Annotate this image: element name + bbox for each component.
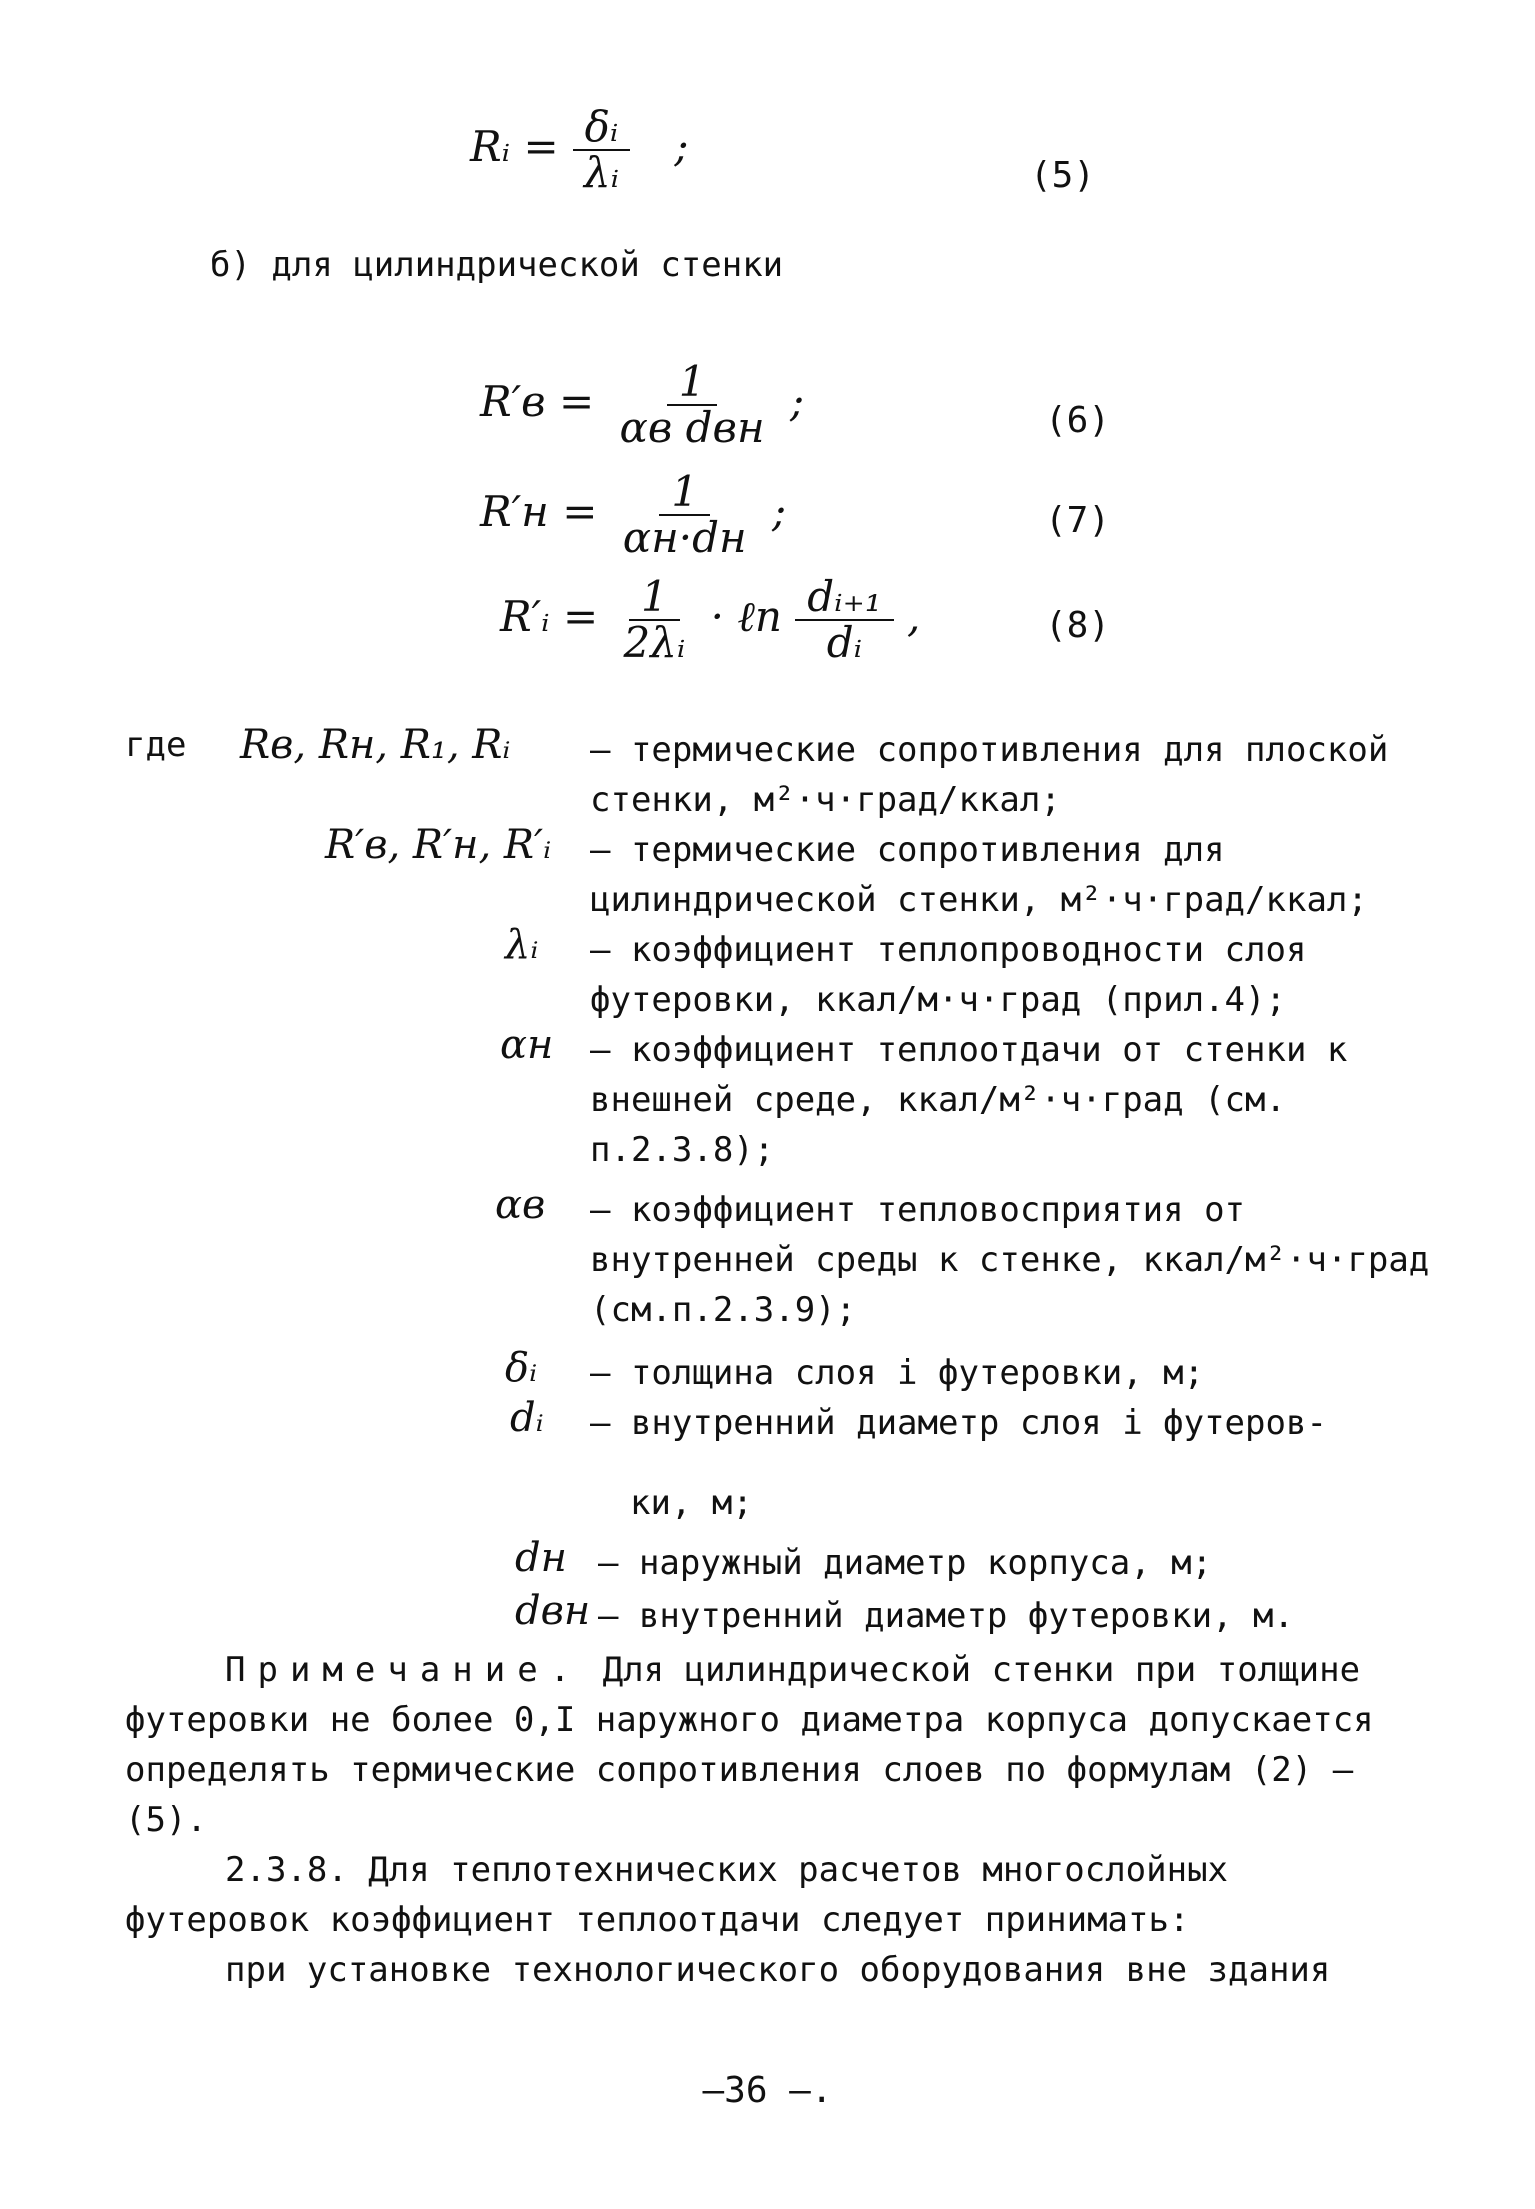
page-number: –36 –. [702,2070,833,2111]
formula-7-fraction [611,467,759,563]
formula-8-numerator-2: dᵢ₊₁ [795,575,893,621]
formula-7-lhs: R′н [480,487,549,537]
paragraph-2-3-8: 2.3.8. Для теплотехнических расчетов многослойных футеровок коэффициент теплоотдачи следует принимать: [125,1850,1229,1940]
formula-8-numerator-1: 1 [629,575,680,621]
note-text: Для цилиндрической стенки при толщине футеровки не более 0,I наружного диаметра корпуса допускается определять термические сопротивления слоев по формулам (2) – (5). [125,1650,1374,1840]
formula-8-fraction-1 [612,572,698,668]
paragraph-last-line: при установке технологического оборудования вне здания [225,1950,1331,1990]
formula-5-lhs: Rᵢ [470,122,511,172]
formula-8-fraction-2 [795,572,893,668]
definition-symbol-1: Rв, Rн, R₁, Rᵢ [240,722,511,768]
formula-5-numerator: δᵢ [573,105,631,151]
definition-symbol-2: R′в, R′н, R′ᵢ [325,822,552,868]
equation-number-6: (6) [1045,400,1111,441]
definition-symbol-8: dн [515,1535,567,1581]
definition-symbol-4: αн [500,1022,554,1068]
definition-text-3: – коэффициент теплопроводности слоя футеровки, ккал/м·ч·град (прил.4); [590,930,1307,1020]
definition-text-7: – внутренний диаметр слоя i футеров- [590,1403,1327,1443]
formula-6-lhs: R′в [480,377,546,427]
formula-8-tail: , [906,592,921,642]
formula-5-denominator: λᵢ [583,148,620,198]
formula-6-numerator: 1 [667,360,718,406]
formula-6: R′в = $\frac{1}{\text{αв dвн}}$ ; [480,357,805,453]
definition-symbol-3: λᵢ [505,922,539,968]
equation-number-8: (8) [1045,605,1111,646]
definition-symbol-9: dвн [515,1588,591,1634]
formula-8-log: · ℓn [710,592,782,642]
definition-symbol-6: δᵢ [505,1345,538,1391]
definition-text-2: – термические сопротивления для цилиндрической стенки, м²·ч·град/ккал; [590,830,1368,920]
formula-5-fraction [572,102,631,198]
equation-number-5: (5) [1030,155,1096,196]
formula-6-tail: ; [790,377,805,427]
formula-7: R′н = $\frac{1}{\alpha н\cdot dн}$ ; [480,467,787,563]
definition-symbol-7: dᵢ [510,1395,544,1441]
definition-text-9: – внутренний диаметр футеровки, м. [598,1596,1294,1636]
formula-5-tail: ; [674,122,689,172]
definition-text-7-continued: ки, м; [630,1483,753,1523]
note-label: Примечание. [225,1650,583,1690]
formula-8-denominator-2: dᵢ [826,618,863,668]
where-word: где [125,725,187,765]
definition-text-4: – коэффициент теплоотдачи от стенки к внешней среде, ккал/м²·ч·град (см. п.2.3.8); [590,1030,1348,1170]
definition-text-1: – термические сопротивления для плоской стенки, м²·ч·град/ккал; [590,730,1389,820]
formula-8-lhs: R′ᵢ [500,592,550,642]
formula-8-denominator-1: 2λᵢ [623,618,686,668]
definition-text-8: – наружный диаметр корпуса, м; [598,1543,1213,1583]
definition-symbol-5: αв [495,1182,546,1228]
subheading-cylindrical: б) для цилиндрической стенки [210,245,784,285]
definition-text-6: – толщина слоя i футеровки, м; [590,1353,1205,1393]
formula-5: Rᵢ = $\frac{\text{δᵢ}}{\text{λᵢ}}$ ; [470,102,689,198]
formula-8: R′ᵢ = $\frac{1}{\text{2λᵢ}}$ · ℓn $\frac{\text{dᵢ₊₁}}{\text{dᵢ}}$ , [500,572,921,668]
formula-7-numerator: 1 [659,470,710,516]
formula-7-tail: ; [772,487,787,537]
formula-6-denominator: αв dвн [619,403,765,453]
note-paragraph [125,1645,1425,1845]
equation-number-7: (7) [1045,500,1111,541]
definition-text-5: – коэффициент тепловосприятия от внутренней среды к стенке, ккал/м²·ч·град (см.п.2.3.9); [590,1190,1430,1330]
formula-7-denominator: αн·dн [622,513,747,563]
